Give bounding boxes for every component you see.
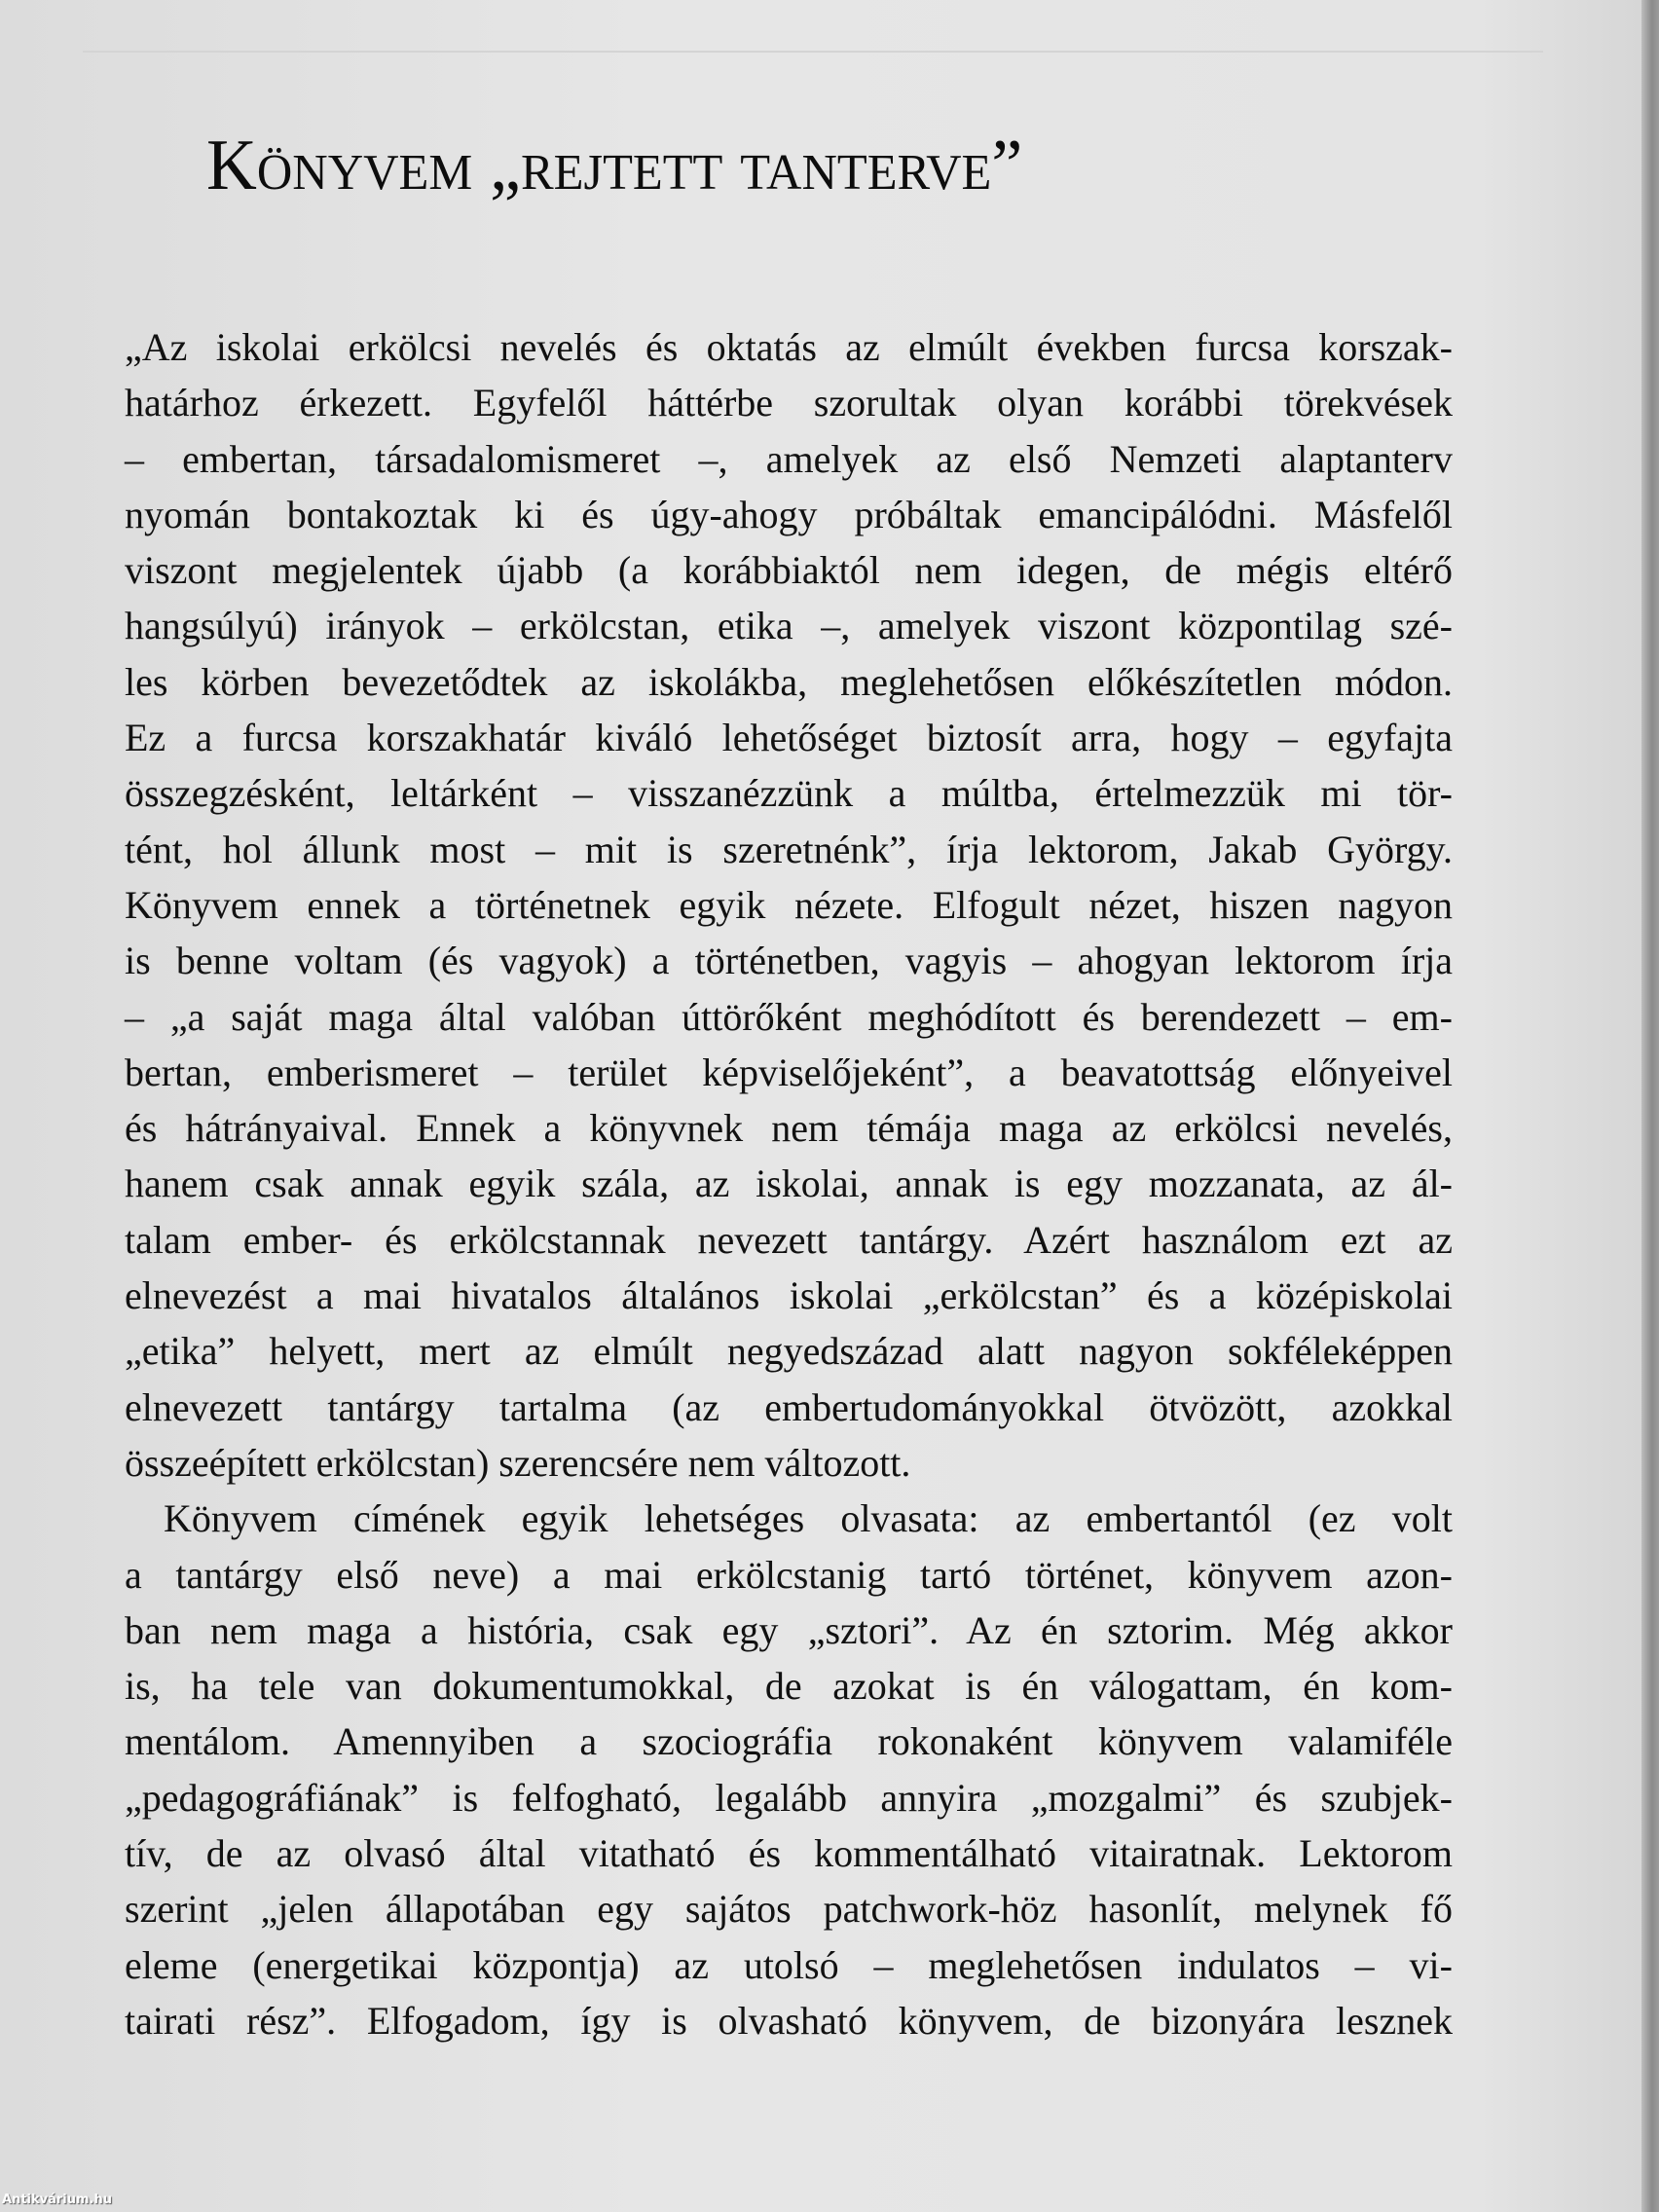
text-line: hangsúlyú) irányok – erkölcstan, etika –, amelyek viszont központilag szé- [125, 604, 1453, 648]
text-line: Ez a furcsa korszakhatár kiváló lehetőséget biztosít arra, hogy – egyfajta [125, 716, 1453, 760]
text-line: Könyvem ennek a történetnek egyik nézete. Elfogult nézet, hiszen nagyon [125, 882, 1453, 927]
chapter-title: Könyvem „rejtett tanterve” [206, 126, 1023, 205]
text-line: tént, hol állunk most – mit is szeretnénk”, írja lektorom, Jakab György. [125, 827, 1453, 871]
text-line: határhoz érkezett. Egyfelől háttérbe szorultak olyan korábbi törekvések [125, 381, 1453, 425]
bleed-through-rule [83, 51, 1543, 53]
text-line: bertan, emberismeret – terület képviselőjeként”, a beavatottság előnyeivel [125, 1050, 1453, 1094]
text-line: talam ember- és erkölcstannak nevezett tantárgy. Azért használom ezt az [125, 1217, 1453, 1262]
text-line: tairati rész”. Elfogadom, így is olvasható könyvem, de bizonyára lesznek [125, 1998, 1453, 2043]
text-line: – „a saját maga által valóban úttörőként meghódított és berendezett – em- [125, 994, 1453, 1039]
text-line: összegzésként, leltárként – visszanézzünk a múltba, értelmezzük mi tör- [125, 771, 1453, 816]
text-line: nyomán bontakoztak ki és úgy-ahogy próbáltak emancipálódni. Másfelől [125, 492, 1453, 536]
text-line: is, ha tele van dokumentumokkal, de azokat is én válogattam, én kom- [125, 1664, 1453, 1709]
text-line: a tantárgy első neve) a mai erkölcstanig tartó történet, könyvem azon- [125, 1552, 1453, 1597]
text-line: les körben bevezetődtek az iskolákba, meglehetősen előkészítetlen módon. [125, 659, 1453, 704]
text-line: „etika” helyett, mert az elmúlt negyedszázad alatt nagyon sokféleképpen [125, 1329, 1453, 1374]
text-line: mentálom. Amennyiben a szociográfia rokonaként könyvem valamiféle [125, 1719, 1453, 1764]
text-line: szerint „jelen állapotában egy sajátos patchwork-höz hasonlít, melynek fő [125, 1887, 1453, 1932]
text-line: hanem csak annak egyik szála, az iskolai, annak is egy mozzanata, az ál- [125, 1161, 1453, 1206]
text-line: viszont megjelentek újabb (a korábbiaktól nem idegen, de mégis eltérő [125, 548, 1453, 593]
text-line: és hátrányaival. Ennek a könyvnek nem témája maga az erkölcsi nevelés, [125, 1106, 1453, 1151]
text-line: elnevezett tantárgy tartalma (az embertudományokkal ötvözött, azokkal [125, 1384, 1453, 1429]
text-line: – embertan, társadalomismeret –, amelyek az első Nemzeti alaptanterv [125, 436, 1453, 481]
body-text [125, 319, 1453, 2048]
text-line: eleme (energetikai központja) az utolsó – meglehetősen indulatos – vi- [125, 1942, 1453, 1987]
watermark-logo: Antikvárium.hu [2, 2193, 112, 2207]
text-line: elnevezést a mai hivatalos általános iskolai „erkölcstan” és a középiskolai [125, 1273, 1453, 1318]
page-edge [1641, 0, 1659, 2212]
text-line: tív, de az olvasó által vitatható és kommentálható vitairatnak. Lektorom [125, 1831, 1453, 1876]
text-line: „Az iskolai erkölcsi nevelés és oktatás az elmúlt években furcsa korszak- [125, 325, 1453, 369]
text-line: „pedagográfiának” is felfogható, legalább annyira „mozgalmi” és szubjek- [125, 1775, 1453, 1820]
text-line: összeépített erkölcstan) szerencsére nem változott. [125, 1440, 911, 1485]
text-line: Könyvem címének egyik lehetséges olvasata: az embertantól (ez volt [164, 1496, 1453, 1541]
text-line: ban nem maga a história, csak egy „sztori”. Az én sztorim. Még akkor [125, 1607, 1453, 1652]
text-line: is benne voltam (és vagyok) a történetben, vagyis – ahogyan lektorom írja [125, 939, 1453, 983]
